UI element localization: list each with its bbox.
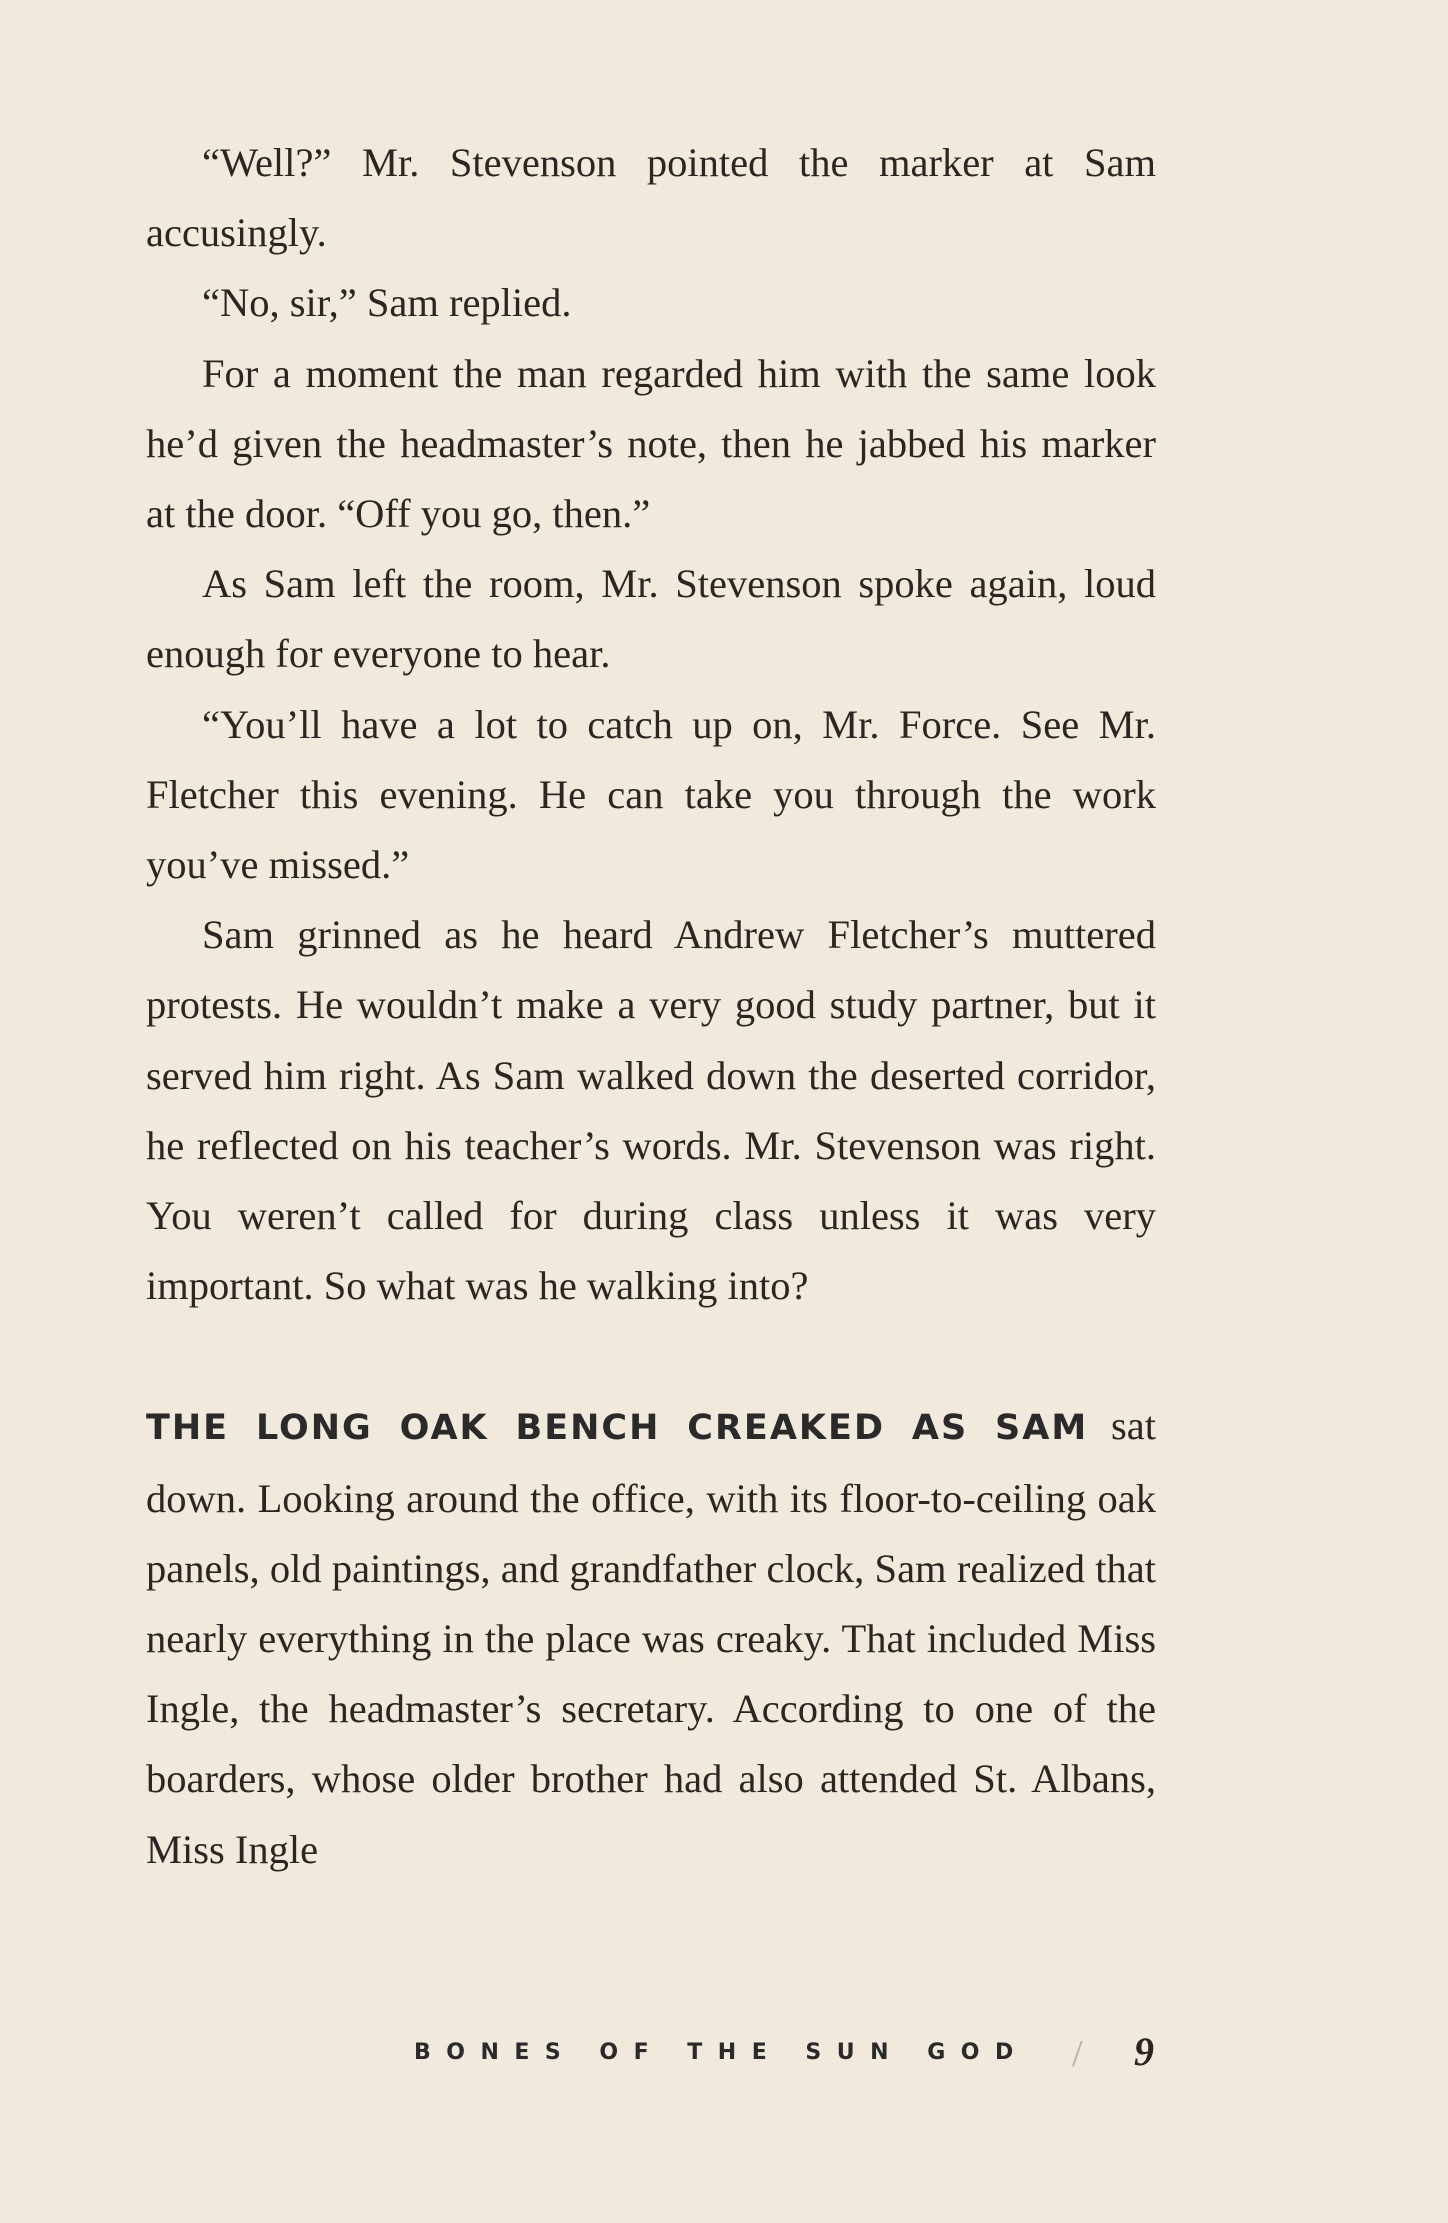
page-number: 9 xyxy=(1134,2029,1154,2074)
body-text xyxy=(146,128,1156,1885)
section-paragraph xyxy=(146,1391,1156,1884)
section-text: sat down. Looking around the office, with its floor-to-ceiling oak panels, old paintings, and grandfather clock, Sam realized that nearly everything in the place was creaky. That included Miss Ingle, the headmaster’s secretary. According to one of the boarders, whose older brother had also attended St. Albans, Miss Ingle xyxy=(146,1403,1156,1872)
paragraph: “Well?” Mr. Stevenson pointed the marker at Sam accusingly. xyxy=(146,140,1156,256)
paragraph: “No, sir,” Sam replied. xyxy=(202,280,572,326)
paragraph: As Sam left the room, Mr. Stevenson spoke again, loud enough for everyone to hear. xyxy=(146,561,1156,677)
paragraph: For a moment the man regarded him with the same look he’d given the headmaster’s note, then he jabbed his marker at the door. “Off you go, then.” xyxy=(146,350,1156,537)
running-title: BONES OF THE SUN GOD xyxy=(414,2040,1029,2065)
footer-separator: / xyxy=(1072,2033,1083,2075)
page-footer xyxy=(0,2030,1448,2080)
paragraph: Sam grinned as he heard Andrew Fletcher’s muttered protests. He wouldn’t make a very good study partner, but it served him right. As Sam walked down the deserted corridor, he reflected on his teacher’s words. Mr. Stevenson was right. You weren’t called for during class unless it was very important. So what was he walking into? xyxy=(146,912,1156,1309)
section-lead-in: THE LONG OAK BENCH CREAKED AS SAM xyxy=(146,1408,1089,1449)
paragraph: “You’ll have a lot to catch up on, Mr. Force. See Mr. Fletcher this evening. He can take you through the work you’ve missed.” xyxy=(146,701,1156,888)
